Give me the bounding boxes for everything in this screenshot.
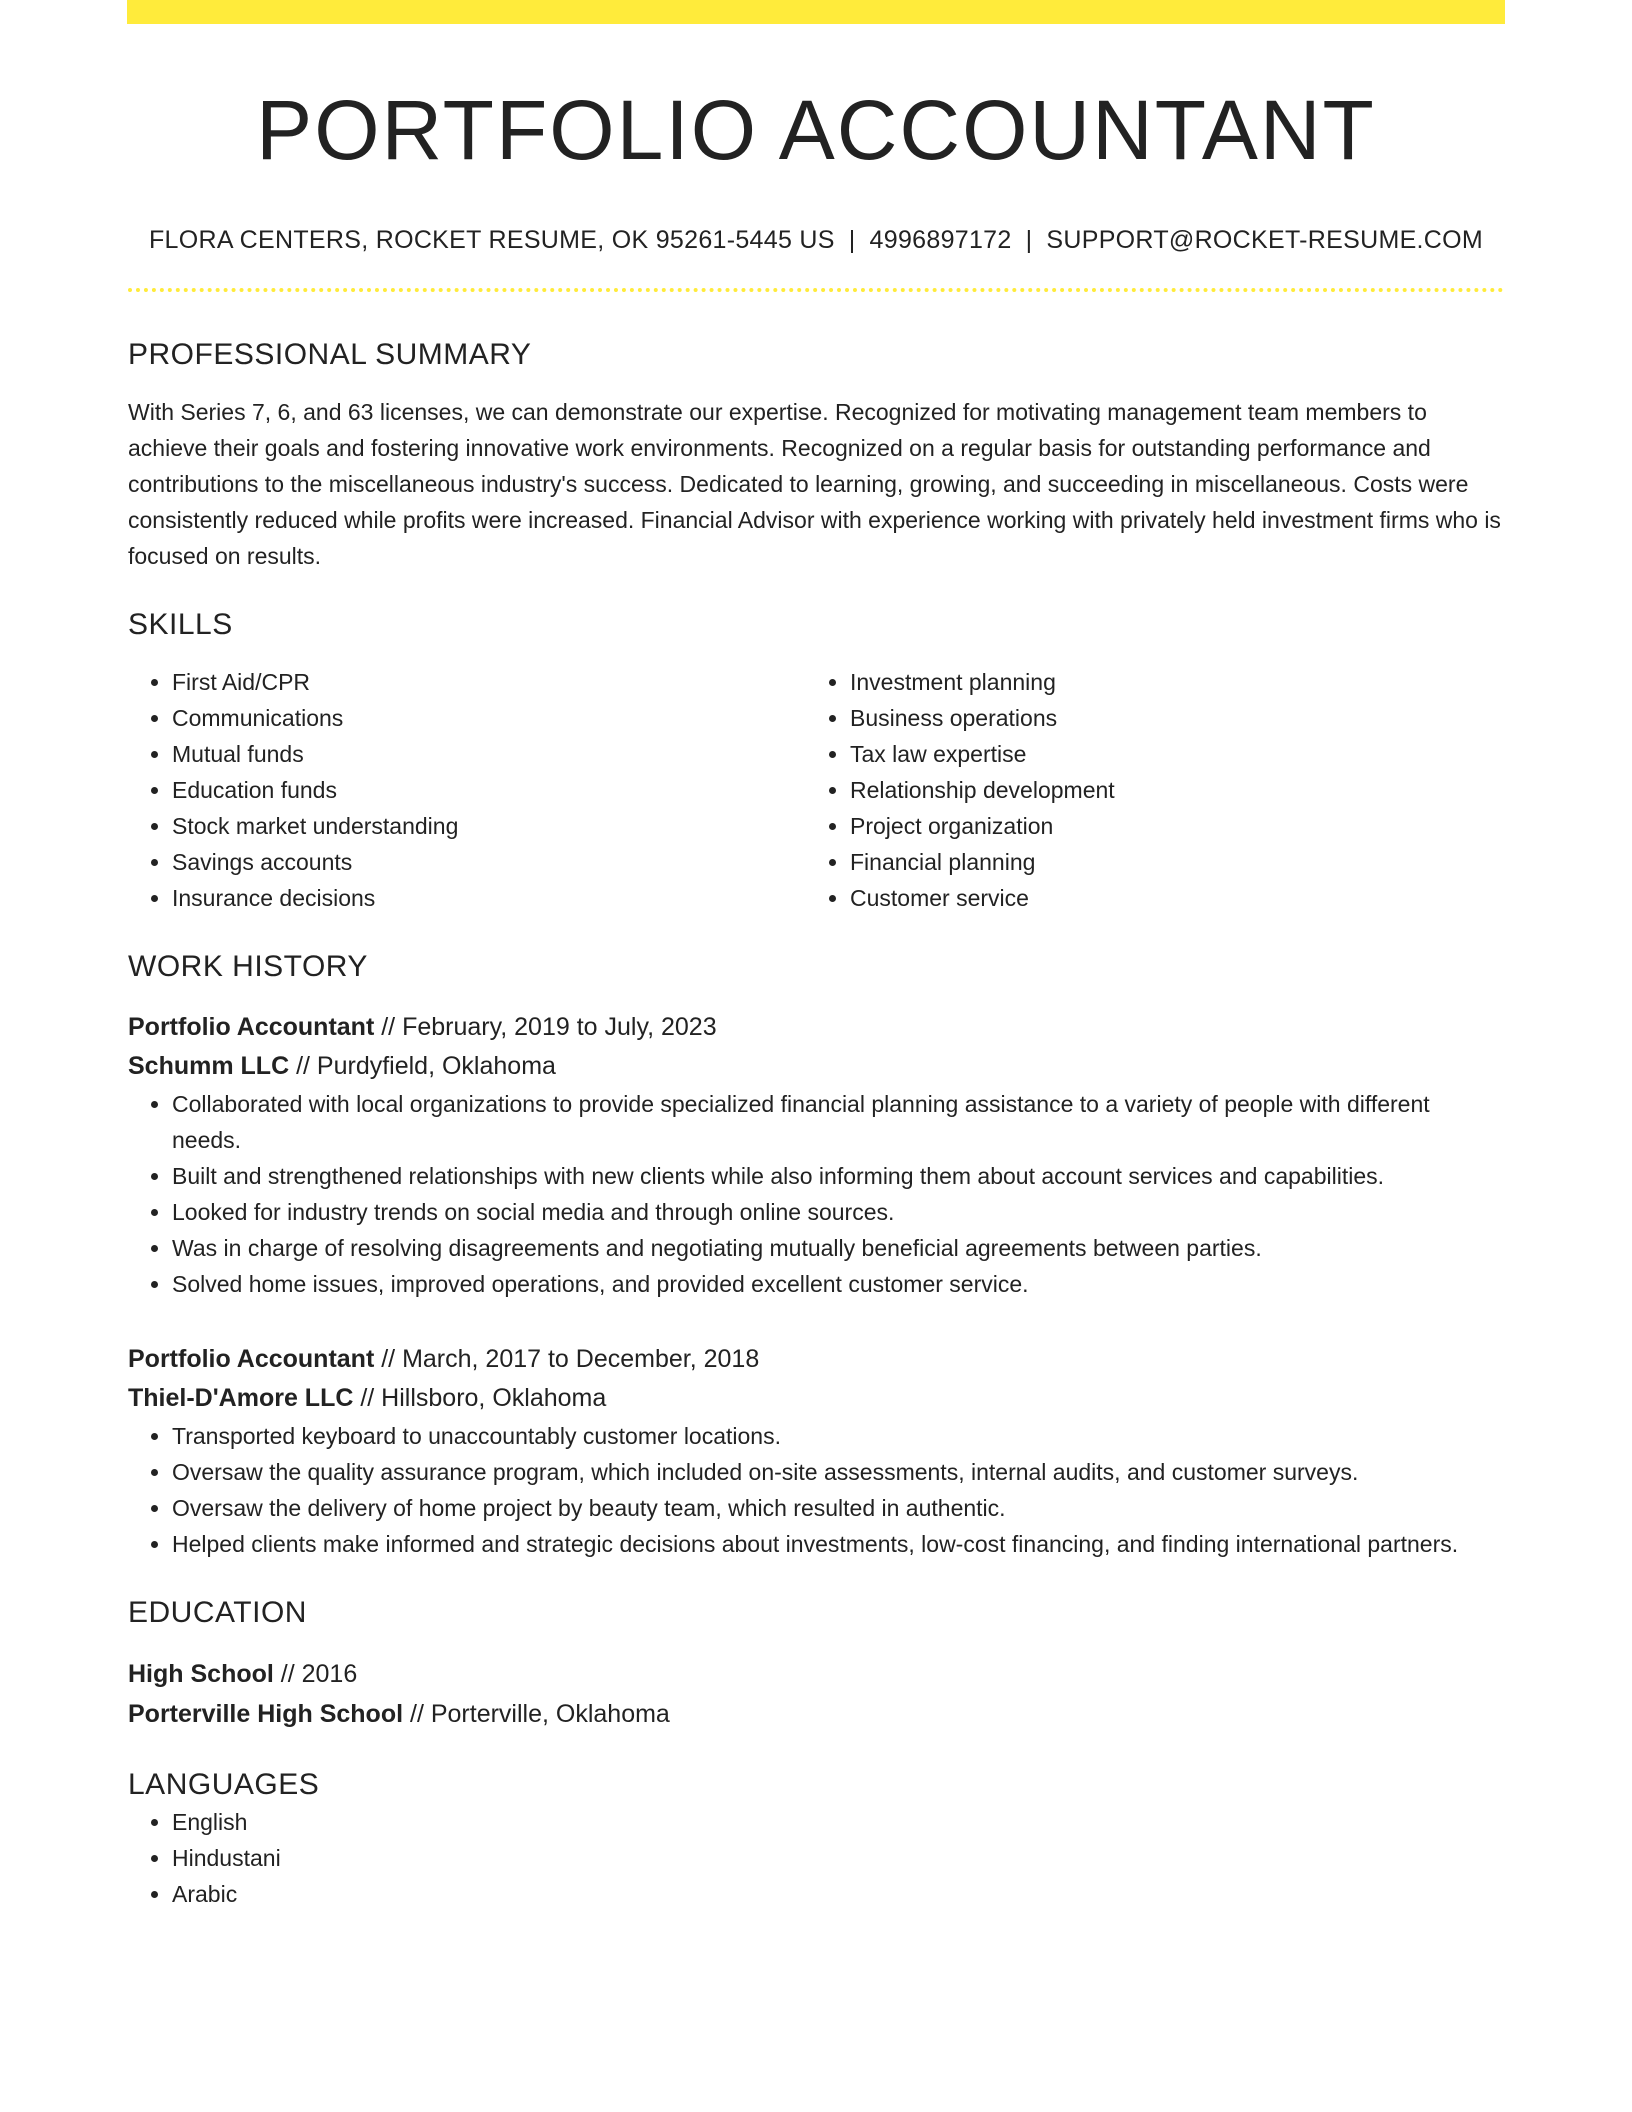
job-company: Thiel-D'Amore LLC [128, 1384, 354, 1412]
skill-item: • Tax law expertise [850, 736, 1484, 772]
contact-separator: | [1025, 226, 1033, 254]
candidate-name: PORTFOLIO ACCOUNTANT [256, 83, 1376, 177]
job-entry [128, 1340, 1504, 1562]
language-item: • Hindustani [172, 1840, 1504, 1876]
job-duty: • Solved home issues, improved operations, and provided excellent customer service. [172, 1266, 1504, 1302]
education-degree-line [128, 1654, 1504, 1694]
job-location: // Hillsboro, Oklahoma [360, 1384, 607, 1412]
job-duty: • Helped clients make informed and strategic decisions about investments, low-cost financing, and finding international partners. [172, 1526, 1504, 1562]
job-entry [128, 1008, 1504, 1302]
contact-phone: 4996897172 [869, 226, 1012, 254]
skill-item: • Customer service [850, 880, 1484, 916]
job-duty: • Looked for industry trends on social media and through online sources. [172, 1194, 1504, 1230]
contact-separator: | [848, 226, 856, 254]
skill-item: • Financial planning [850, 844, 1484, 880]
summary-text: With Series 7, 6, and 63 licenses, we can demonstrate our expertise. Recognized for motivating management team members to achieve their goals and fostering innovative work environments. Recognized on a regular basis for outstanding performance and contributions to the miscellaneous industry's success. Dedicated to learning, growing, and succeeding in miscellaneous. Costs were consistently reduced while profits were increased. Financial Advisor with experience working with privately held investment firms who is focused on results. [128, 399, 1501, 569]
skill-item: • Savings accounts [172, 844, 806, 880]
languages-list [128, 1804, 1504, 1912]
skill-item: • Communications [172, 700, 806, 736]
skill-item: • Stock market understanding [172, 808, 806, 844]
education-heading: EDUCATION [128, 1596, 307, 1629]
education-entry [128, 1654, 1504, 1734]
contact-address: FLORA CENTERS, ROCKET RESUME, OK 95261-5445 US [148, 226, 835, 254]
job-duty: • Oversaw the quality assurance program, which included on-site assessments, internal audits, and customer surveys. [172, 1454, 1504, 1490]
skill-item: • Relationship development [850, 772, 1484, 808]
summary-heading: PROFESSIONAL SUMMARY [128, 338, 532, 371]
job-duty: • Collaborated with local organizations to provide specialized financial planning assistance to a variety of people with different needs. [172, 1086, 1504, 1158]
job-duty: • Transported keyboard to unaccountably customer locations. [172, 1418, 1504, 1454]
job-title-line [128, 1340, 1504, 1379]
job-duty: • Oversaw the delivery of home project by beauty team, which resulted in authentic. [172, 1490, 1504, 1526]
language-item: • Arabic [172, 1876, 1504, 1912]
skill-item: • Education funds [172, 772, 806, 808]
resume-content [128, 0, 1504, 1912]
contact-line [128, 224, 1504, 256]
skill-item: • Investment planning [850, 664, 1484, 700]
job-dates: // March, 2017 to December, 2018 [381, 1345, 760, 1373]
job-location: // Purdyfield, Oklahoma [296, 1052, 556, 1080]
skills-list-right [806, 664, 1484, 916]
education-location: // Porterville, Oklahoma [410, 1700, 670, 1728]
job-company-line [128, 1047, 1504, 1086]
dotted-divider [128, 288, 1504, 292]
skill-item: • Project organization [850, 808, 1484, 844]
education-degree: High School [128, 1660, 274, 1688]
skill-item: • Business operations [850, 700, 1484, 736]
job-duties [128, 1086, 1504, 1302]
skills-heading: SKILLS [128, 608, 233, 641]
job-title-line [128, 1008, 1504, 1047]
job-company-line [128, 1379, 1504, 1418]
job-role: Portfolio Accountant [128, 1345, 375, 1373]
job-duty: • Was in charge of resolving disagreements and negotiating mutually beneficial agreements between parties. [172, 1230, 1504, 1266]
job-duty: • Built and strengthened relationships with new clients while also informing them about account services and capabilities. [172, 1158, 1504, 1194]
languages-heading: LANGUAGES [128, 1768, 320, 1801]
job-company: Schumm LLC [128, 1052, 290, 1080]
work-history-heading: WORK HISTORY [128, 950, 368, 983]
language-item: • English [172, 1804, 1504, 1840]
skills-list-left [128, 664, 806, 916]
education-year: // 2016 [280, 1660, 358, 1688]
skill-item: • First Aid/CPR [172, 664, 806, 700]
education-school: Porterville High School [128, 1700, 404, 1728]
skills-columns [128, 664, 1504, 916]
job-duties [128, 1418, 1504, 1562]
contact-email: SUPPORT@ROCKET-RESUME.COM [1046, 226, 1484, 254]
skill-item: • Mutual funds [172, 736, 806, 772]
skill-item: • Insurance decisions [172, 880, 806, 916]
job-role: Portfolio Accountant [128, 1013, 375, 1041]
job-dates: // February, 2019 to July, 2023 [381, 1013, 717, 1041]
education-school-line [128, 1694, 1504, 1734]
